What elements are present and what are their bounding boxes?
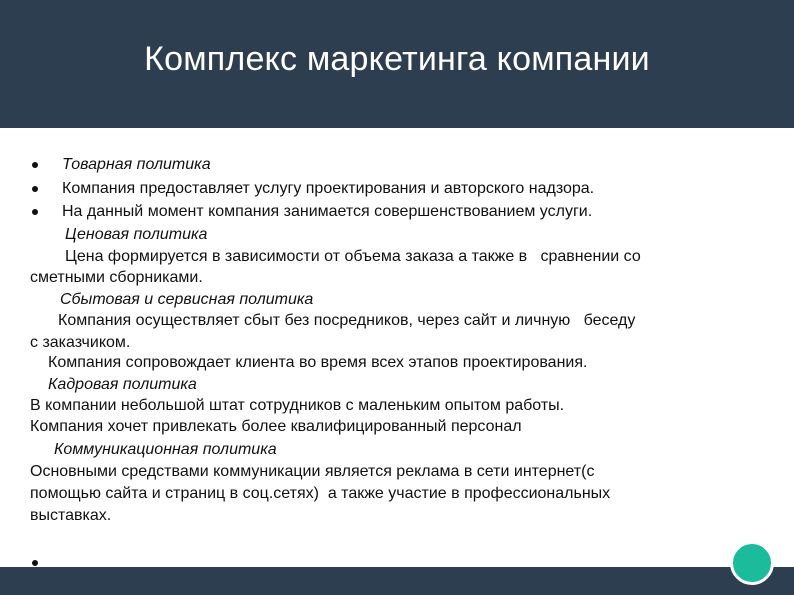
body-line: помощью сайта и страниц в соц.сетях) а также участие в профессиональных <box>30 485 611 502</box>
slide-title: Комплекс маркетинга компании <box>144 40 650 78</box>
bullet-dot-3 <box>32 209 38 215</box>
bullet-dot-1 <box>32 162 38 168</box>
body-line: выставках. <box>30 507 112 524</box>
body-line: На данный момент компания занимается совершенствованием услуги. <box>62 203 593 220</box>
body-line: Компания сопровождает клиента во время всех этапов проектирования. <box>48 354 588 371</box>
section-heading-price: Ценовая политика <box>65 226 208 243</box>
body-line: Компания предоставляет услугу проектирования и авторского надзора. <box>62 180 595 197</box>
section-heading-product: Товарная политика <box>62 156 211 173</box>
body-line: Компания хочет привлекать более квалифицированный персонал <box>30 418 522 435</box>
body-line: Основными средствами коммуникации является реклама в сети интернет(с <box>30 463 595 480</box>
title-bar <box>0 0 794 128</box>
bullet-dot-2 <box>32 186 38 192</box>
footer-bar <box>0 567 794 595</box>
bullet-dot-empty <box>32 560 38 566</box>
section-heading-distribution: Сбытовая и сервисная политика <box>60 291 314 308</box>
section-heading-communication: Коммуникационная политика <box>54 441 277 458</box>
section-heading-hr: Кадровая политика <box>48 376 197 393</box>
accent-circle-decoration <box>730 541 774 585</box>
body-line: Компания осуществляет сбыт без посредников, через сайт и личную беседу <box>58 312 636 329</box>
body-line: Цена формируется в зависимости от объема заказа а также в сравнении со <box>65 248 641 265</box>
body-line: В компании небольшой штат сотрудников с маленьким опытом работы. <box>30 397 565 414</box>
body-line: сметными сборниками. <box>30 269 203 286</box>
body-line: с заказчиком. <box>30 334 131 351</box>
